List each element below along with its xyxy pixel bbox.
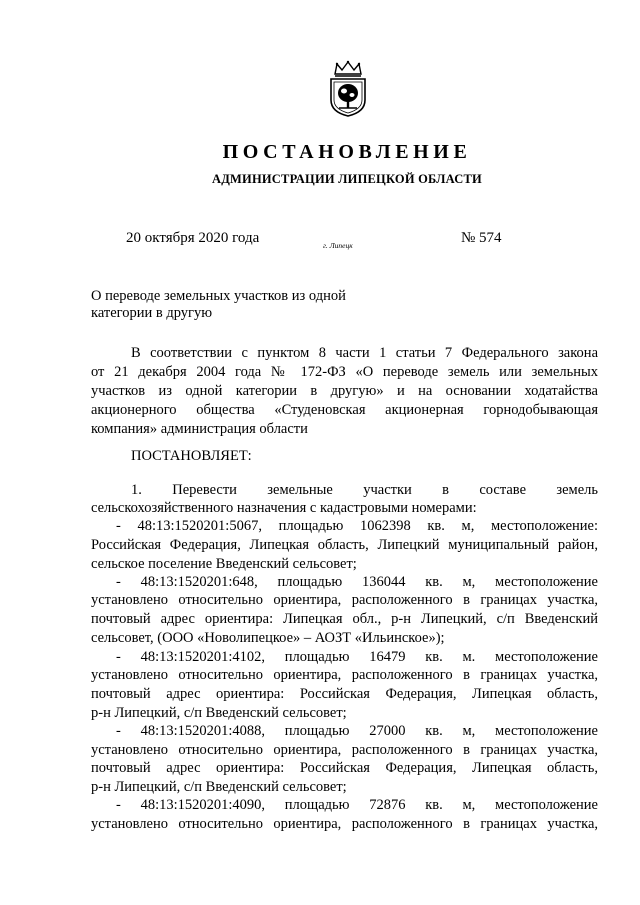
document-date: 20 октября 2020 года bbox=[126, 230, 260, 246]
body-line: р-н Липецкий, с/п Введенский сельсовет; bbox=[91, 779, 347, 795]
body-line: почтовый адрес ориентира: Липецкая обл., р-н Липецкий, с/п Введенский bbox=[91, 611, 598, 627]
subject-line: категории в другую bbox=[91, 305, 213, 321]
body-line: - 48:13:1520201:5067, площадью 1062398 кв. м, местоположение: bbox=[116, 518, 598, 534]
preamble-line: компания» администрация области bbox=[91, 421, 308, 437]
document-issuer: АДМИНИСТРАЦИИ ЛИПЕЦКОЙ ОБЛАСТИ bbox=[212, 172, 482, 186]
decree-word: ПОСТАНОВЛЯЕТ: bbox=[131, 448, 252, 464]
body-line: - 48:13:1520201:4102, площадью 16479 кв. м. местоположение bbox=[116, 649, 598, 665]
body-line: р-н Липецкий, с/п Введенский сельсовет; bbox=[91, 705, 347, 721]
body-line: почтовый адрес ориентира: Российская Федерация, Липецкая область, bbox=[91, 686, 598, 702]
body-line: установлено относительно ориентира, расположенного в границах участка, bbox=[91, 742, 598, 758]
body-line: установлено относительно ориентира, расположенного в границах участка, bbox=[91, 592, 598, 608]
body-line: - 48:13:1520201:648, площадью 136044 кв. м, местоположение bbox=[116, 574, 598, 590]
coat-of-arms-icon bbox=[327, 60, 369, 118]
subject-line: О переводе земельных участков из одной bbox=[91, 288, 346, 304]
document-place: г. Липецк bbox=[323, 241, 353, 250]
body-line: почтовый адрес ориентира: Российская Федерация, Липецкая область, bbox=[91, 760, 598, 776]
body-line: установлено относительно ориентира, расположенного в границах участка, bbox=[91, 816, 598, 832]
preamble-line: от 21 декабря 2004 года № 172-ФЗ «О переводе земель или земельных bbox=[91, 364, 598, 380]
body-line: - 48:13:1520201:4088, площадью 27000 кв. м, местоположение bbox=[116, 723, 598, 739]
document-title: ПОСТАНОВЛЕНИЕ bbox=[222, 141, 472, 163]
preamble-line: В соответствии с пунктом 8 части 1 статьи 7 Федерального закона bbox=[131, 345, 598, 361]
body-line: 1. Перевести земельные участки в составе земель bbox=[131, 482, 598, 498]
preamble-line: акционерного общества «Студеновская акционерная горнодобывающая bbox=[91, 402, 598, 418]
body-line: сельскохозяйственного назначения с кадастровыми номерами: bbox=[91, 500, 477, 516]
body-line: сельсовет, (ООО «Новолипецкое» – АОЗТ «Ильинское»); bbox=[91, 630, 445, 646]
body-line: - 48:13:1520201:4090, площадью 72876 кв. м, местоположение bbox=[116, 797, 598, 813]
body-line: сельское поселение Введенский сельсовет; bbox=[91, 556, 357, 572]
body-line: Российская Федерация, Липецкая область, Липецкий муниципальный район, bbox=[91, 537, 598, 553]
document-subject bbox=[91, 288, 346, 322]
preamble-line: участков из одной категории в другую» и на основании ходатайства bbox=[91, 383, 598, 399]
document-number: № 574 bbox=[461, 230, 502, 246]
body-line: установлено относительно ориентира, расположенного в границах участка, bbox=[91, 667, 598, 683]
